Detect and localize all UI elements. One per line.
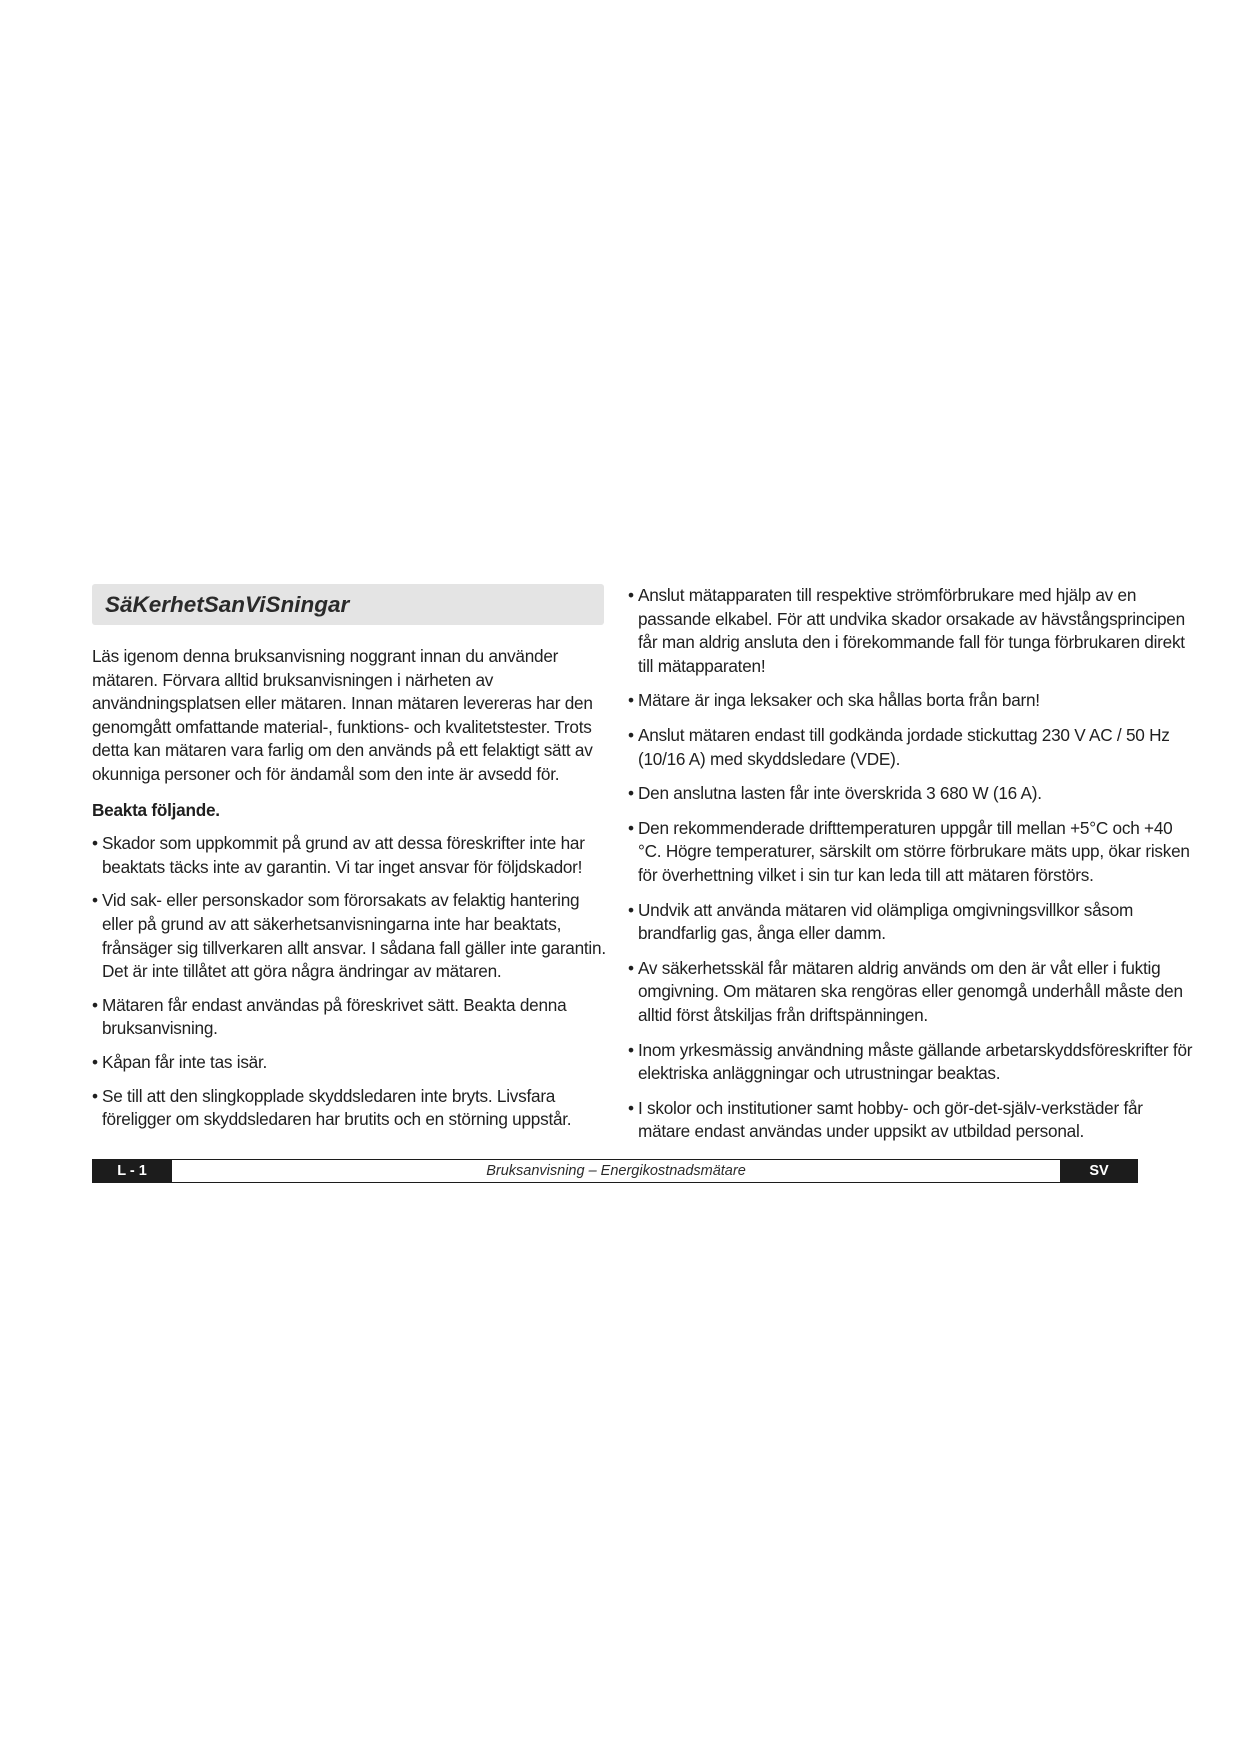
list-item (628, 584, 1196, 678)
bullet-icon: • (628, 957, 634, 978)
list-item-text: Vid sak- eller personskador som förorsakats av felaktig hantering eller på grund av att säkerhetsanvisningarna inte har beaktats, frånsäger sig tillverkaren allt ansvar. I sådana fall gäller inte garantin. Det är inte tillåtet att göra några ändringar av mätaren. (102, 890, 606, 982)
intro-paragraph: Läs igenom denna bruksanvisning noggrant innan du använder mätaren. Förvara alltid bruksanvisningen i närheten av användningsplatsen eller mätaren. Innan mätaren levereras har den genomgått omfattande material-, funktions- och kvalitetstester. Trots detta kan mätaren vara farlig om den används på ett felaktigt sätt av okunniga personer och för ändamål som den inte är avsedd för. (92, 646, 593, 784)
bullet-icon: • (628, 585, 634, 605)
page-number: L - 1 (92, 1159, 172, 1183)
subheading: Beakta följande. (92, 799, 220, 820)
list-item (628, 724, 1196, 771)
bullet-icon: • (92, 890, 98, 911)
list-item (92, 1085, 614, 1132)
language-badge: SV (1060, 1159, 1138, 1183)
bullet-icon: • (92, 1051, 98, 1072)
section-title: SäKerhetSanViSningar (105, 591, 350, 617)
list-item (92, 1051, 614, 1075)
list-item (92, 994, 614, 1041)
bullet-icon: • (92, 994, 98, 1015)
list-item-text: I skolor och institutioner samt hobby- och gör-det-själv-verkstäder får mätare endast användas under uppsikt av utbildad personal. (638, 1097, 1143, 1142)
bullet-icon: • (628, 899, 634, 920)
left-column (92, 584, 614, 1142)
list-item-text: Skador som uppkommit på grund av att dessa föreskrifter inte har beaktats täcks inte av garantin. Vi tar inget ansvar för följdskador! (102, 833, 585, 877)
list-item (628, 782, 1196, 806)
page-footer (92, 1159, 1138, 1183)
list-item-text: Inom yrkesmässig användning måste gällande arbetarskyddsföreskrifter för elektriska anläggningar och utrustningar beaktas. (638, 1039, 1193, 1084)
list-item-text: Den anslutna lasten får inte överskrida 3 680 W (16 A). (638, 783, 1042, 804)
bullet-icon: • (92, 1085, 98, 1106)
right-bullet-list (628, 584, 1196, 1144)
right-column (628, 584, 1196, 1155)
footer-document-title: Bruksanvisning – Energikostnadsmätare (172, 1159, 1060, 1183)
list-item-text: Av säkerhetsskäl får mätaren aldrig används om den är våt eller i fuktig omgivning. Om mätaren ska rengöras eller genomgå underhåll måste den alltid först åtskiljas från driftspänningen. (638, 957, 1183, 1025)
bullet-icon: • (628, 690, 634, 711)
list-item (628, 899, 1196, 946)
bullet-icon: • (628, 1039, 634, 1060)
bullet-icon: • (92, 833, 98, 854)
bullet-icon: • (628, 724, 634, 745)
list-item (628, 957, 1196, 1028)
left-bullet-list (92, 832, 614, 1132)
list-item-text: Anslut mätaren endast till godkända jordade stickuttag 230 V AC / 50 Hz (10/16 A) med skyddsledare (VDE). (638, 724, 1170, 769)
bullet-icon: • (628, 817, 634, 838)
bullet-icon: • (628, 1097, 634, 1118)
list-item (628, 1039, 1196, 1086)
list-item-text: Kåpan får inte tas isär. (102, 1051, 268, 1072)
list-item (92, 889, 614, 983)
list-item-text: Den rekommenderade drifttemperaturen uppgår till mellan +5°C och +40 °C. Högre temperaturer, särskilt om större förbrukare mäts upp, ökar risken för överhettning vilket i sin tur kan leda till att mätaren förstörs. (638, 817, 1190, 885)
list-item (628, 817, 1196, 888)
list-item (628, 689, 1196, 713)
list-item-text: Mätaren får endast användas på föreskrivet sätt. Beakta denna bruksanvisning. (102, 994, 567, 1039)
list-item-text: Mätare är inga leksaker och ska hållas borta från barn! (638, 690, 1040, 711)
list-item-text: Anslut mätapparaten till respektive strömförbrukare med hjälp av en passande elkabel. För att undvika skador orsakade av hävstångsprincipen får man aldrig ansluta den i förekommande fall för tunga förbrukaren direkt till mätapparaten! (638, 585, 1185, 676)
list-item (628, 1097, 1196, 1144)
list-item-text: Se till att den slingkopplade skyddsledaren inte bryts. Livsfara föreligger om skyddsledaren har brutits och en störning uppstår. (102, 1085, 572, 1130)
bullet-icon: • (628, 783, 634, 804)
list-item-text: Undvik att använda mätaren vid olämpliga omgivningsvillkor såsom brandfarlig gas, ånga eller damm. (638, 899, 1134, 944)
section-header (92, 584, 604, 625)
list-item (92, 832, 614, 879)
